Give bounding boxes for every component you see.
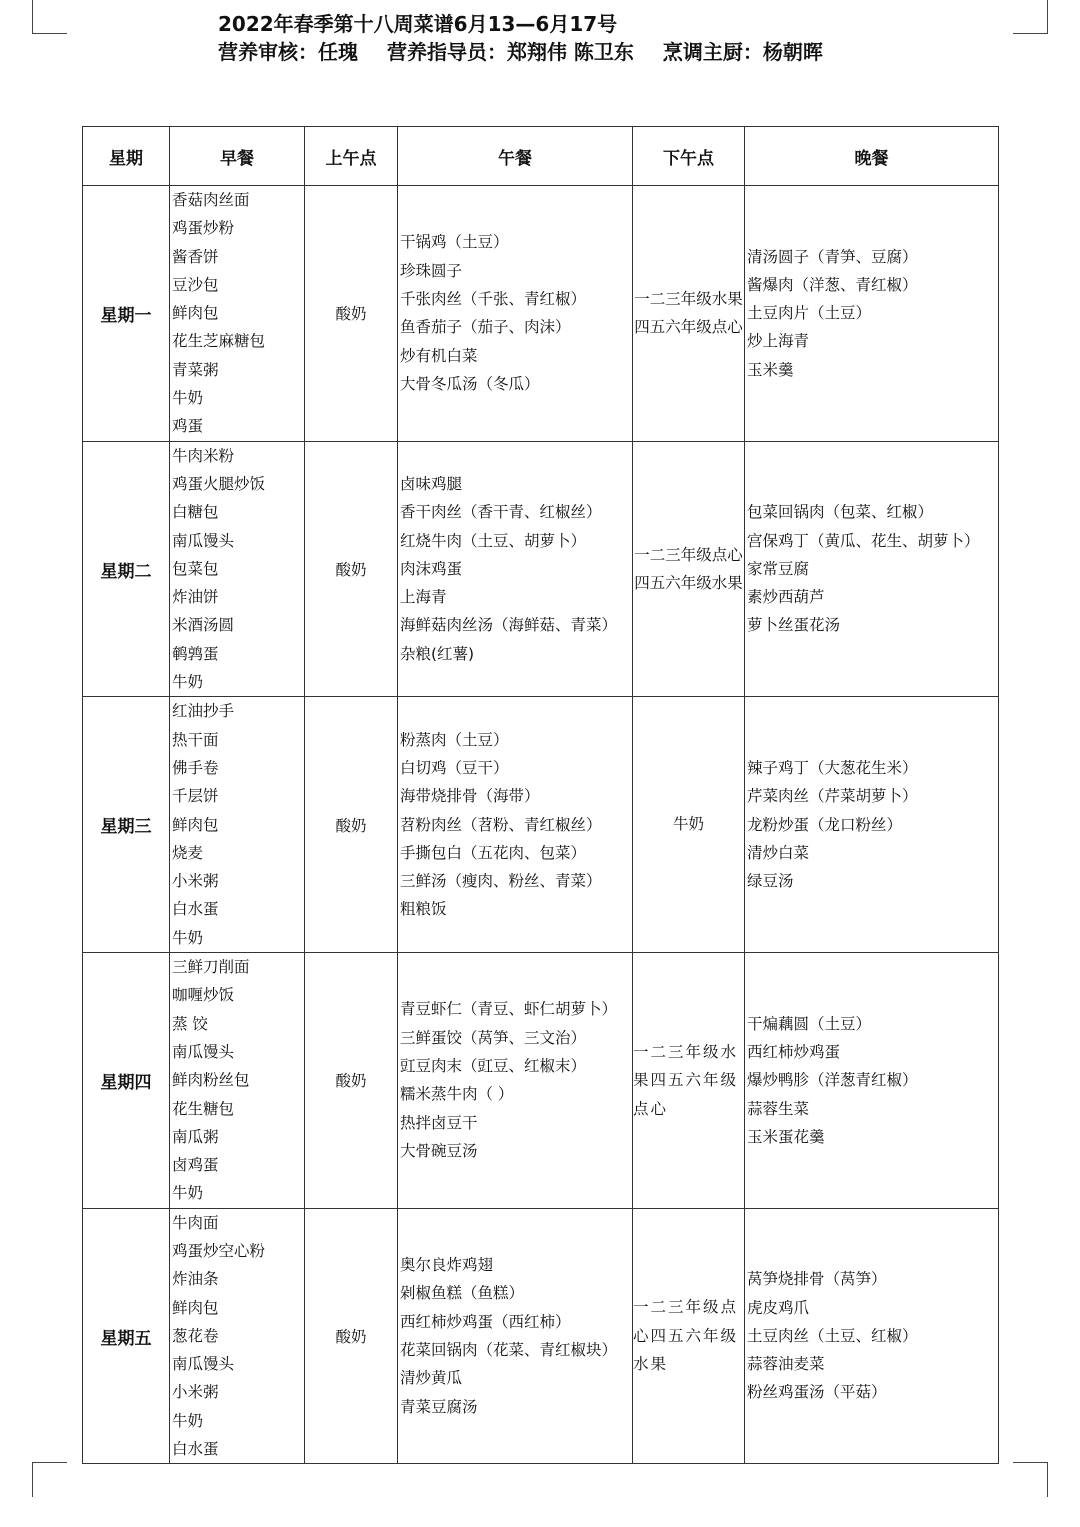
am-snack-cell: 酸奶 [305,697,398,953]
dinner-item: 萝卜丝蛋花汤 [747,616,841,635]
lunch-item: 粗粮饭 [400,900,447,919]
breakfast-item: 鸡蛋 [172,417,204,436]
pm-snack-cell: 一二三年级点心四五六年级水果 [633,1208,745,1464]
dinner-item: 芹菜肉丝（芹菜胡萝卜） [747,787,918,806]
breakfast-cell [170,1208,305,1464]
dinner-item: 西红柿炒鸡蛋 [747,1042,841,1061]
breakfast-item: 牛肉面 [172,1213,219,1232]
breakfast-item: 南瓜馒头 [172,1042,235,1061]
staff-line [218,38,845,66]
pm-snack-cell: 牛奶 [633,697,745,953]
column-header-lunch: 午餐 [398,127,633,186]
breakfast-item: 花生糖包 [172,1099,235,1118]
breakfast-item: 咖喱炒饭 [172,986,235,1005]
breakfast-item: 南瓜馒头 [172,531,235,550]
breakfast-item: 牛奶 [172,389,204,408]
lunch-item: 西红柿炒鸡蛋（西红柿） [400,1312,571,1331]
dinner-item: 龙粉炒蛋（龙口粉丝） [747,815,903,834]
breakfast-item: 包菜包 [172,559,219,578]
dinner-item: 虎皮鸡爪 [747,1298,810,1317]
lunch-item: 海鲜菇肉丝汤（海鲜菇、青菜） [400,616,618,635]
breakfast-cell [170,953,305,1209]
breakfast-cell [170,441,305,697]
am-snack-cell: 酸奶 [305,186,398,442]
lunch-item: 热拌卤豆干 [400,1113,478,1132]
lunch-item: 大骨冬瓜汤（冬瓜） [400,374,540,393]
table-row [83,953,999,1209]
column-header-day: 星期 [83,127,170,186]
dinner-item: 清汤圆子（青笋、豆腐） [747,247,918,266]
breakfast-item: 南瓜粥 [172,1127,219,1146]
lunch-item: 青菜豆腐汤 [400,1397,478,1416]
dinner-item: 土豆肉丝（土豆、红椒） [747,1326,918,1345]
breakfast-item: 鹌鹑蛋 [172,644,219,663]
day-cell: 星期三 [83,697,170,953]
table-body [83,186,999,1464]
lunch-item: 鱼香茄子（茄子、肉沫） [400,318,571,337]
dinner-item: 家常豆腐 [747,559,810,578]
lunch-item: 三鲜汤（瘦肉、粉丝、青菜） [400,872,602,891]
lunch-cell [398,697,633,953]
lunch-item: 千张肉丝（千张、青红椒） [400,290,587,309]
breakfast-item: 热干面 [172,730,219,749]
lunch-item: 手撕包白（五花肉、包菜） [400,843,587,862]
lunch-item: 青豆虾仁（青豆、虾仁胡萝卜） [400,1000,618,1019]
breakfast-item: 米酒汤圆 [172,616,235,635]
lunch-item: 粉蒸肉（土豆） [400,730,509,749]
dinner-item: 蒜蓉生菜 [747,1099,810,1118]
dinner-item: 宫保鸡丁（黄瓜、花生、胡萝卜） [747,531,980,550]
lunch-item: 花菜回锅肉（花菜、青红椒块） [400,1341,618,1360]
breakfast-item: 牛奶 [172,1411,204,1430]
dinner-item: 干煸藕圆（土豆） [747,1014,872,1033]
dinner-item: 辣子鸡丁（大葱花生米） [747,758,918,777]
breakfast-item: 牛奶 [172,928,204,947]
lunch-item: 肉沫鸡蛋 [400,559,463,578]
lunch-item: 苕粉肉丝（苕粉、青红椒丝） [400,815,602,834]
dinner-item: 蒜蓉油麦菜 [747,1355,825,1374]
table-row [83,186,999,442]
dinner-item: 玉米羹 [747,360,794,379]
dinner-cell [745,953,999,1209]
breakfast-item: 牛奶 [172,1184,204,1203]
lunch-item: 红烧牛肉（土豆、胡萝卜） [400,531,587,550]
breakfast-item: 佛手卷 [172,758,219,777]
lunch-cell [398,186,633,442]
table-row [83,697,999,953]
dinner-item: 绿豆汤 [747,872,794,891]
dinner-item: 土豆肉片（土豆） [747,304,872,323]
dinner-item: 粉丝鸡蛋汤（平菇） [747,1383,887,1402]
breakfast-item: 烧麦 [172,843,204,862]
breakfast-item: 花生芝麻糖包 [172,332,266,351]
lunch-item: 豇豆肉末（豇豆、红椒末） [400,1057,587,1076]
column-header-breakfast: 早餐 [170,127,305,186]
lunch-item: 剁椒鱼糕（鱼糕） [400,1284,525,1303]
pm-snack-cell: 一二三年级水果四五六年级点心 [633,953,745,1209]
lunch-item: 干锅鸡（土豆） [400,233,509,252]
column-header-am-snack: 上午点 [305,127,398,186]
table-row [83,441,999,697]
breakfast-cell [170,697,305,953]
lunch-item: 大骨碗豆汤 [400,1141,478,1160]
dinner-cell [745,1208,999,1464]
breakfast-item: 炸油条 [172,1270,219,1289]
pm-snack-cell: 一二三年级水果四五六年级点心 [633,186,745,442]
breakfast-item: 鲜肉包 [172,815,219,834]
breakfast-item: 鸡蛋火腿炒饭 [172,474,266,493]
breakfast-item: 蒸 饺 [172,1014,208,1033]
dinner-cell [745,697,999,953]
breakfast-item: 鲜肉粉丝包 [172,1071,250,1090]
dinner-item: 炒上海青 [747,332,810,351]
table-row [83,1208,999,1464]
am-snack-cell: 酸奶 [305,953,398,1209]
breakfast-cell [170,186,305,442]
breakfast-item: 牛奶 [172,673,204,692]
breakfast-item: 鲜肉包 [172,1298,219,1317]
breakfast-item: 牛肉米粉 [172,446,235,465]
dinner-item: 玉米蛋花羹 [747,1127,825,1146]
breakfast-item: 小米粥 [172,1383,219,1402]
dinner-item: 清炒白菜 [747,843,810,862]
breakfast-item: 鲜肉包 [172,304,219,323]
dinner-cell [745,441,999,697]
am-snack-cell: 酸奶 [305,441,398,697]
head-chef: 烹调主厨：杨朝晖 [662,40,823,64]
am-snack-cell: 酸奶 [305,1208,398,1464]
dinner-item: 莴笋烧排骨（莴笋） [747,1270,887,1289]
dinner-item: 包菜回锅肉（包菜、红椒） [747,503,934,522]
column-header-dinner: 晚餐 [745,127,999,186]
lunch-item: 白切鸡（豆干） [400,758,509,777]
crop-mark-top-right [1013,0,1048,34]
nutrition-guide: 营养指导员：郑翔伟 陈卫东 [386,40,634,64]
breakfast-item: 香菇肉丝面 [172,191,250,209]
crop-mark-bottom-left [32,1462,67,1497]
breakfast-item: 白水蛋 [172,900,219,919]
dinner-cell [745,186,999,442]
weekly-menu-table [82,126,999,1464]
day-cell: 星期二 [83,441,170,697]
table-header-row [83,127,999,186]
crop-mark-top-left [32,0,67,34]
breakfast-item: 豆沙包 [172,275,219,294]
lunch-cell [398,1208,633,1464]
day-cell: 星期五 [83,1208,170,1464]
lunch-item: 卤味鸡腿 [400,474,463,493]
breakfast-item: 卤鸡蛋 [172,1156,219,1175]
day-cell: 星期四 [83,953,170,1209]
lunch-item: 奥尔良炸鸡翅 [400,1256,494,1275]
lunch-item: 上海青 [400,588,447,607]
pm-snack-cell: 一二三年级点心四五六年级水果 [633,441,745,697]
nutrition-reviewer: 营养审核：任瑰 [218,40,358,64]
dinner-item: 爆炒鸭胗（洋葱青红椒） [747,1071,918,1090]
breakfast-item: 炸油饼 [172,588,219,607]
dinner-item: 素炒西葫芦 [747,588,825,607]
lunch-item: 糯米蒸牛肉（ ） [400,1085,514,1104]
lunch-item: 香干肉丝（香干青、红椒丝） [400,503,602,522]
breakfast-item: 千层饼 [172,787,219,806]
lunch-item: 海带烧排骨（海带） [400,787,540,806]
breakfast-item: 鸡蛋炒空心粉 [172,1241,266,1260]
breakfast-item: 三鲜刀削面 [172,958,250,977]
breakfast-item: 南瓜馒头 [172,1355,235,1374]
breakfast-item: 青菜粥 [172,360,219,379]
lunch-cell [398,441,633,697]
breakfast-item: 小米粥 [172,872,219,891]
page-title: 2022年春季第十八周菜谱6月13—6月17号 [218,12,618,36]
lunch-item: 清炒黄瓜 [400,1369,463,1388]
document-header [218,10,845,66]
column-header-pm-snack: 下午点 [633,127,745,186]
day-cell: 星期一 [83,186,170,442]
lunch-item: 炒有机白菜 [400,346,478,365]
breakfast-item: 葱花卷 [172,1326,219,1345]
lunch-item: 珍珠圆子 [400,261,463,280]
lunch-cell [398,953,633,1209]
lunch-item: 杂粮(红薯) [400,644,475,663]
lunch-item: 三鲜蛋饺（莴笋、三文治） [400,1028,587,1047]
crop-mark-bottom-right [1013,1462,1048,1497]
breakfast-item: 酱香饼 [172,247,219,266]
breakfast-item: 鸡蛋炒粉 [172,219,235,238]
breakfast-item: 白糖包 [172,503,219,522]
dinner-item: 酱爆肉（洋葱、青红椒） [747,275,918,294]
breakfast-item: 白水蛋 [172,1440,219,1459]
breakfast-item: 红油抄手 [172,702,235,721]
